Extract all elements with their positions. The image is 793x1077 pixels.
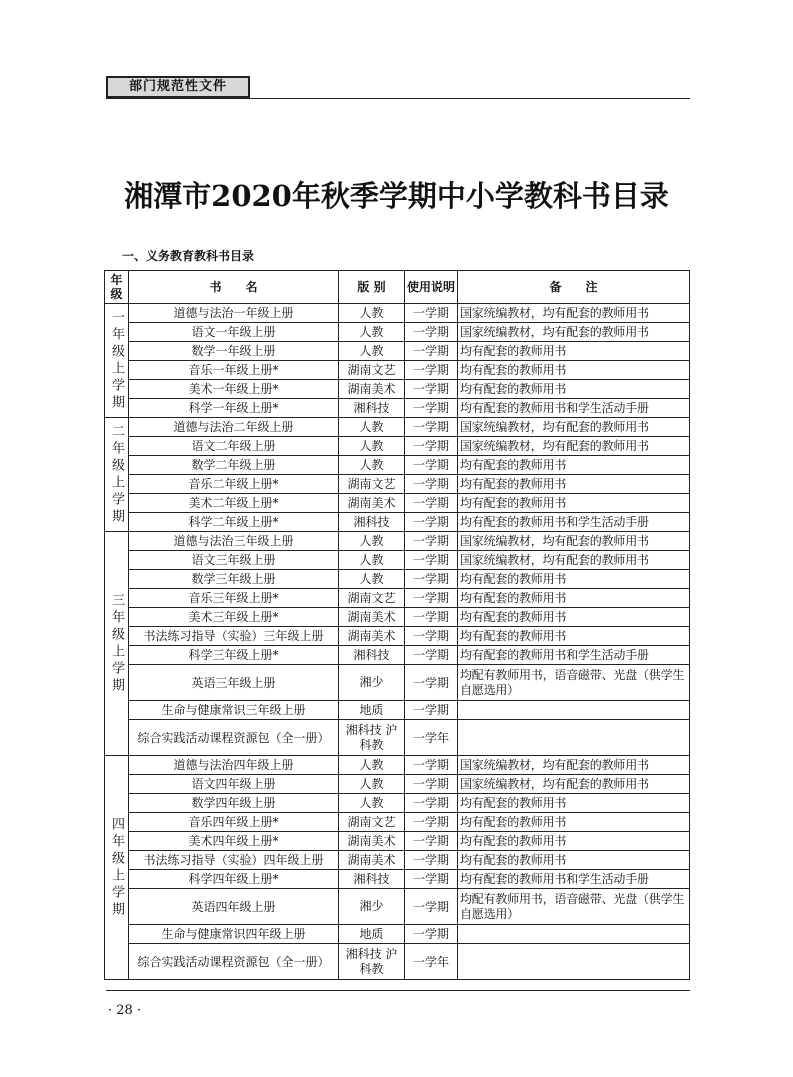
book-cell: 语文四年级上册 bbox=[129, 775, 339, 794]
note-cell: 均有配套的教师用书和学生活动手册 bbox=[458, 399, 690, 418]
note-cell: 均有配套的教师用书和学生活动手册 bbox=[458, 513, 690, 532]
book-cell: 英语三年级上册 bbox=[129, 665, 339, 701]
book-cell: 数学三年级上册 bbox=[129, 570, 339, 589]
table-row bbox=[105, 551, 690, 570]
table-row bbox=[105, 342, 690, 361]
edition-cell: 湘科技 bbox=[339, 513, 405, 532]
usage-cell: 一学期 bbox=[405, 532, 458, 551]
note-cell: 均有配套的教师用书 bbox=[458, 608, 690, 627]
note-cell: 均有配套的教师用书 bbox=[458, 475, 690, 494]
usage-cell: 一学期 bbox=[405, 437, 458, 456]
note-cell: 均有配套的教师用书 bbox=[458, 627, 690, 646]
book-cell: 书法练习指导（实验）四年级上册 bbox=[129, 851, 339, 870]
usage-cell: 一学期 bbox=[405, 665, 458, 701]
usage-cell: 一学期 bbox=[405, 589, 458, 608]
table-row bbox=[105, 380, 690, 399]
usage-cell: 一学期 bbox=[405, 813, 458, 832]
note-cell: 均有配套的教师用书 bbox=[458, 456, 690, 475]
table-row bbox=[105, 475, 690, 494]
edition-cell: 人教 bbox=[339, 551, 405, 570]
usage-cell: 一学期 bbox=[405, 832, 458, 851]
note-cell: 国家统编教材，均有配套的教师用书 bbox=[458, 775, 690, 794]
edition-cell: 湖南美术 bbox=[339, 627, 405, 646]
table-row bbox=[105, 323, 690, 342]
grade-cell: 二年级上学期 bbox=[105, 418, 129, 532]
edition-cell: 湖南文艺 bbox=[339, 813, 405, 832]
usage-cell: 一学期 bbox=[405, 399, 458, 418]
grade-cell: 四年级上学期 bbox=[105, 756, 129, 980]
usage-cell: 一学期 bbox=[405, 380, 458, 399]
table-row bbox=[105, 925, 690, 944]
usage-cell: 一学期 bbox=[405, 851, 458, 870]
table-row bbox=[105, 456, 690, 475]
table-row bbox=[105, 589, 690, 608]
table-row bbox=[105, 944, 690, 980]
table-row bbox=[105, 665, 690, 701]
book-cell: 道德与法治三年级上册 bbox=[129, 532, 339, 551]
header-grade: 年级 bbox=[105, 271, 129, 304]
table-row bbox=[105, 627, 690, 646]
usage-cell: 一学期 bbox=[405, 627, 458, 646]
edition-cell: 湖南美术 bbox=[339, 494, 405, 513]
edition-cell: 人教 bbox=[339, 756, 405, 775]
table-row bbox=[105, 646, 690, 665]
usage-cell: 一学期 bbox=[405, 323, 458, 342]
book-cell: 道德与法治一年级上册 bbox=[129, 304, 339, 323]
book-cell: 美术三年级上册* bbox=[129, 608, 339, 627]
grade-cell: 一年级上学期 bbox=[105, 304, 129, 418]
usage-cell: 一学期 bbox=[405, 475, 458, 494]
usage-cell: 一学期 bbox=[405, 361, 458, 380]
usage-cell: 一学期 bbox=[405, 775, 458, 794]
page-title: 湘潭市2020年秋季学期中小学教科书目录 bbox=[124, 179, 669, 213]
book-cell: 生命与健康常识四年级上册 bbox=[129, 925, 339, 944]
edition-cell: 人教 bbox=[339, 570, 405, 589]
footer-rule bbox=[106, 990, 690, 991]
book-cell: 语文一年级上册 bbox=[129, 323, 339, 342]
textbook-table bbox=[104, 270, 690, 980]
book-cell: 道德与法治二年级上册 bbox=[129, 418, 339, 437]
book-cell: 美术四年级上册* bbox=[129, 832, 339, 851]
edition-cell: 人教 bbox=[339, 342, 405, 361]
edition-cell: 湘科技 bbox=[339, 399, 405, 418]
usage-cell: 一学期 bbox=[405, 925, 458, 944]
usage-cell: 一学期 bbox=[405, 701, 458, 720]
edition-cell: 湘少 bbox=[339, 889, 405, 925]
table-row bbox=[105, 361, 690, 380]
edition-cell: 地质 bbox=[339, 925, 405, 944]
edition-cell: 湖南文艺 bbox=[339, 475, 405, 494]
header-usage: 使用说明 bbox=[405, 271, 458, 304]
usage-cell: 一学期 bbox=[405, 551, 458, 570]
note-cell bbox=[458, 701, 690, 720]
edition-cell: 湖南文艺 bbox=[339, 361, 405, 380]
table-row bbox=[105, 794, 690, 813]
note-cell: 均配有教师用书，语音磁带、光盘（供学生自愿选用） bbox=[458, 665, 690, 701]
table-row bbox=[105, 532, 690, 551]
document-category-label: 部门规范性文件 bbox=[106, 76, 250, 98]
note-cell: 均有配套的教师用书 bbox=[458, 570, 690, 589]
usage-cell: 一学期 bbox=[405, 794, 458, 813]
book-cell: 语文二年级上册 bbox=[129, 437, 339, 456]
edition-cell: 地质 bbox=[339, 701, 405, 720]
edition-cell: 湖南美术 bbox=[339, 851, 405, 870]
book-cell: 英语四年级上册 bbox=[129, 889, 339, 925]
usage-cell: 一学期 bbox=[405, 608, 458, 627]
header-rule bbox=[106, 98, 690, 99]
edition-cell: 湖南美术 bbox=[339, 832, 405, 851]
header-edition: 版 别 bbox=[339, 271, 405, 304]
edition-cell: 人教 bbox=[339, 437, 405, 456]
usage-cell: 一学期 bbox=[405, 756, 458, 775]
edition-cell: 湖南美术 bbox=[339, 380, 405, 399]
table-row bbox=[105, 304, 690, 323]
edition-cell: 湘科技 bbox=[339, 870, 405, 889]
book-cell: 数学四年级上册 bbox=[129, 794, 339, 813]
table-row bbox=[105, 570, 690, 589]
edition-cell: 人教 bbox=[339, 532, 405, 551]
note-cell: 国家统编教材，均有配套的教师用书 bbox=[458, 532, 690, 551]
table-row bbox=[105, 756, 690, 775]
edition-cell: 湘少 bbox=[339, 665, 405, 701]
book-cell: 生命与健康常识三年级上册 bbox=[129, 701, 339, 720]
edition-cell: 湘科技 bbox=[339, 646, 405, 665]
book-cell: 美术一年级上册* bbox=[129, 380, 339, 399]
note-cell: 均有配套的教师用书 bbox=[458, 851, 690, 870]
table-row bbox=[105, 851, 690, 870]
note-cell: 均配有教师用书，语音磁带、光盘（供学生自愿选用） bbox=[458, 889, 690, 925]
note-cell: 国家统编教材，均有配套的教师用书 bbox=[458, 756, 690, 775]
note-cell: 均有配套的教师用书 bbox=[458, 494, 690, 513]
book-cell: 科学一年级上册* bbox=[129, 399, 339, 418]
note-cell: 均有配套的教师用书 bbox=[458, 589, 690, 608]
usage-cell: 一学期 bbox=[405, 494, 458, 513]
table-header-row bbox=[105, 271, 690, 304]
usage-cell: 一学期 bbox=[405, 570, 458, 589]
edition-cell: 人教 bbox=[339, 456, 405, 475]
book-cell: 科学二年级上册* bbox=[129, 513, 339, 532]
note-cell: 均有配套的教师用书 bbox=[458, 380, 690, 399]
table-row bbox=[105, 889, 690, 925]
table-row bbox=[105, 832, 690, 851]
note-cell bbox=[458, 944, 690, 980]
edition-cell: 湖南文艺 bbox=[339, 589, 405, 608]
book-cell: 音乐一年级上册* bbox=[129, 361, 339, 380]
book-cell: 音乐四年级上册* bbox=[129, 813, 339, 832]
edition-cell: 湖南美术 bbox=[339, 608, 405, 627]
table-row bbox=[105, 513, 690, 532]
table-row bbox=[105, 494, 690, 513]
note-cell: 均有配套的教师用书 bbox=[458, 813, 690, 832]
book-cell: 道德与法治四年级上册 bbox=[129, 756, 339, 775]
usage-cell: 一学期 bbox=[405, 456, 458, 475]
usage-cell: 一学期 bbox=[405, 342, 458, 361]
grade-cell: 三年级上学期 bbox=[105, 532, 129, 756]
note-cell: 均有配套的教师用书 bbox=[458, 832, 690, 851]
note-cell: 国家统编教材，均有配套的教师用书 bbox=[458, 551, 690, 570]
page-number: · 28 · bbox=[108, 1003, 142, 1018]
note-cell: 均有配套的教师用书和学生活动手册 bbox=[458, 870, 690, 889]
usage-cell: 一学期 bbox=[405, 304, 458, 323]
book-cell: 数学一年级上册 bbox=[129, 342, 339, 361]
usage-cell: 一学年 bbox=[405, 720, 458, 756]
edition-cell: 湘科技 沪科教 bbox=[339, 720, 405, 756]
book-cell: 综合实践活动课程资源包（全一册） bbox=[129, 720, 339, 756]
edition-cell: 人教 bbox=[339, 323, 405, 342]
edition-cell: 人教 bbox=[339, 775, 405, 794]
usage-cell: 一学期 bbox=[405, 870, 458, 889]
edition-cell: 人教 bbox=[339, 304, 405, 323]
usage-cell: 一学期 bbox=[405, 889, 458, 925]
book-cell: 科学三年级上册* bbox=[129, 646, 339, 665]
note-cell: 国家统编教材，均有配套的教师用书 bbox=[458, 418, 690, 437]
edition-cell: 人教 bbox=[339, 418, 405, 437]
header-note: 备 注 bbox=[458, 271, 690, 304]
table-row bbox=[105, 775, 690, 794]
note-cell bbox=[458, 720, 690, 756]
table-row bbox=[105, 720, 690, 756]
table-row bbox=[105, 813, 690, 832]
table-row bbox=[105, 608, 690, 627]
note-cell: 国家统编教材，均有配套的教师用书 bbox=[458, 323, 690, 342]
book-cell: 书法练习指导（实验）三年级上册 bbox=[129, 627, 339, 646]
note-cell: 均有配套的教师用书 bbox=[458, 794, 690, 813]
note-cell: 均有配套的教师用书 bbox=[458, 361, 690, 380]
note-cell bbox=[458, 925, 690, 944]
table-row bbox=[105, 701, 690, 720]
note-cell: 国家统编教材，均有配套的教师用书 bbox=[458, 437, 690, 456]
table-row bbox=[105, 870, 690, 889]
edition-cell: 湘科技 沪科教 bbox=[339, 944, 405, 980]
book-cell: 音乐三年级上册* bbox=[129, 589, 339, 608]
usage-cell: 一学期 bbox=[405, 646, 458, 665]
usage-cell: 一学期 bbox=[405, 418, 458, 437]
book-cell: 美术二年级上册* bbox=[129, 494, 339, 513]
note-cell: 均有配套的教师用书和学生活动手册 bbox=[458, 646, 690, 665]
book-cell: 数学二年级上册 bbox=[129, 456, 339, 475]
edition-cell: 人教 bbox=[339, 794, 405, 813]
header-book: 书 名 bbox=[129, 271, 339, 304]
table-row bbox=[105, 399, 690, 418]
note-cell: 均有配套的教师用书 bbox=[458, 342, 690, 361]
usage-cell: 一学年 bbox=[405, 944, 458, 980]
table-body bbox=[105, 304, 690, 980]
usage-cell: 一学期 bbox=[405, 513, 458, 532]
section-heading: 一、义务教育教科书目录 bbox=[122, 249, 255, 263]
book-cell: 音乐二年级上册* bbox=[129, 475, 339, 494]
note-cell: 国家统编教材，均有配套的教师用书 bbox=[458, 304, 690, 323]
book-cell: 综合实践活动课程资源包（全一册） bbox=[129, 944, 339, 980]
book-cell: 语文三年级上册 bbox=[129, 551, 339, 570]
table-row bbox=[105, 437, 690, 456]
book-cell: 科学四年级上册* bbox=[129, 870, 339, 889]
table-row bbox=[105, 418, 690, 437]
